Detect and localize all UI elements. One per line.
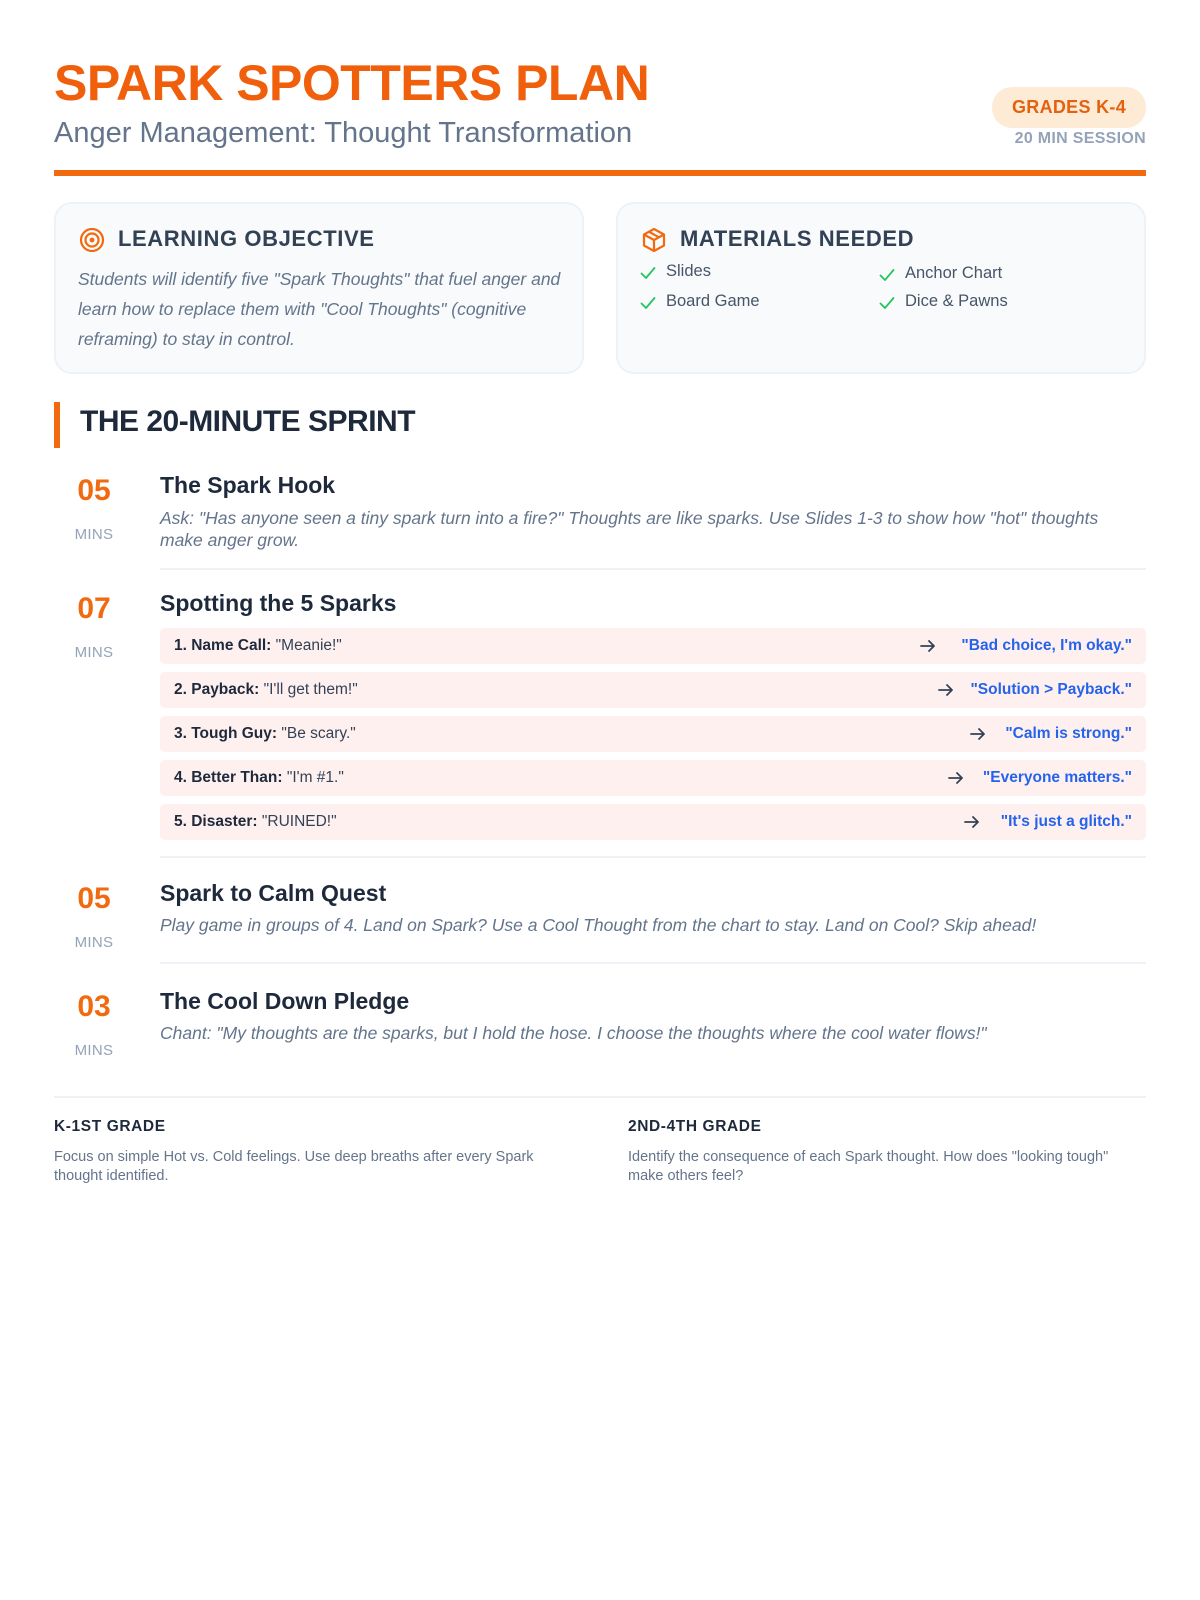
section-accent-bar	[54, 402, 60, 448]
step-minutes: 07	[77, 592, 111, 625]
step-minutes-unit: MINS	[74, 644, 114, 661]
arrow-right-icon	[970, 727, 986, 741]
differentiation-text: Focus on simple Hot vs. Cold feelings. Use deep breaths after every Spark thought identified.	[54, 1149, 534, 1184]
step-title: Spark to Calm Quest	[160, 880, 387, 906]
spark-label: 2. Payback:	[174, 681, 260, 698]
differentiation-2to4	[628, 1118, 1128, 1186]
target-icon	[78, 226, 106, 254]
section-title: THE 20-MINUTE SPRINT	[80, 405, 416, 438]
check-icon	[640, 266, 656, 280]
check-icon	[879, 268, 895, 282]
step-divider	[160, 962, 1146, 964]
step-description: Ask: "Has anyone seen a tiny spark turn into a fire?" Thoughts are like sparks. Use Slides 1-3 to show how "hot" thoughts make anger grow.	[160, 508, 1099, 550]
spark-thought	[174, 769, 344, 787]
objective-text: Students will identify five "Spark Thoughts" that fuel anger and learn how to replace them with "Cool Thoughts" (cognitive reframing) to stay in control.	[78, 269, 561, 349]
step-minutes: 05	[77, 882, 111, 915]
overview-cards	[54, 202, 1146, 374]
page-header	[54, 0, 1146, 176]
objective-title: LEARNING OBJECTIVE	[118, 226, 375, 251]
page-subtitle: Anger Management: Thought Transformation	[54, 117, 633, 149]
spark-label: 1. Name Call:	[174, 637, 272, 654]
material-label: Dice & Pawns	[905, 292, 1008, 310]
grade-badge: GRADES K-4	[992, 87, 1146, 128]
materials-card	[616, 202, 1146, 374]
spark-row	[160, 716, 1146, 752]
check-icon	[640, 296, 656, 310]
session-length: 20 MIN SESSION	[1014, 130, 1146, 147]
step-minutes-unit: MINS	[74, 1042, 114, 1059]
spark-thought	[174, 813, 337, 831]
step-description: Chant: "My thoughts are the sparks, but I hold the hose. I choose the thoughts where the cool water flows!"	[160, 1023, 987, 1043]
spark-quote: "I'm #1."	[282, 769, 344, 786]
spark-thought	[174, 681, 358, 699]
spark-thought	[174, 637, 342, 655]
step-minutes: 03	[77, 990, 111, 1023]
step-minutes-unit: MINS	[74, 526, 114, 543]
spark-row	[160, 760, 1146, 796]
differentiation-k1	[54, 1118, 554, 1186]
spark-quote: "Be scary."	[277, 725, 356, 742]
arrow-right-icon	[964, 815, 980, 829]
spark-thought	[174, 725, 356, 743]
differentiation-text: Identify the consequence of each Spark thought. How does "looking tough" make others feel?	[628, 1149, 1109, 1184]
spark-quote: "I'll get them!"	[259, 681, 358, 698]
step-duration	[54, 882, 134, 951]
spark-label: 4. Better Than:	[174, 769, 283, 786]
spark-row	[160, 804, 1146, 840]
check-icon	[879, 296, 895, 310]
step-duration	[54, 990, 134, 1059]
cool-thought: "Bad choice, I'm okay."	[961, 637, 1132, 654]
lesson-plan-page	[0, 0, 1200, 349]
arrow-right-icon	[948, 771, 964, 785]
cool-thought: "Calm is strong."	[1005, 725, 1132, 742]
step-minutes: 05	[77, 474, 111, 507]
step-duration	[54, 592, 134, 661]
differentiation-title: K-1ST GRADE	[54, 1118, 166, 1135]
step-title: The Cool Down Pledge	[160, 988, 410, 1014]
spark-label: 5. Disaster:	[174, 813, 258, 830]
page-title: SPARK SPOTTERS PLAN	[54, 55, 650, 111]
spark-quote: "RUINED!"	[257, 813, 337, 830]
step-title: The Spark Hook	[160, 472, 336, 498]
box-icon	[640, 226, 668, 254]
material-label: Board Game	[666, 292, 760, 310]
material-label: Anchor Chart	[905, 264, 1003, 282]
cool-thought: "Solution > Payback."	[970, 681, 1132, 698]
step-divider	[160, 568, 1146, 570]
arrow-right-icon	[938, 683, 954, 697]
cool-thought: "Everyone matters."	[982, 769, 1132, 786]
cool-thought: "It's just a glitch."	[1000, 813, 1132, 830]
spark-row	[160, 628, 1146, 664]
spark-row	[160, 672, 1146, 708]
objective-card	[54, 202, 584, 374]
differentiation-title: 2ND-4TH GRADE	[628, 1118, 762, 1135]
arrow-right-icon	[920, 639, 936, 653]
spark-label: 3. Tough Guy:	[174, 725, 278, 742]
spark-quote: "Meanie!"	[271, 637, 342, 654]
step-title: Spotting the 5 Sparks	[160, 590, 397, 616]
step-minutes-unit: MINS	[74, 934, 114, 951]
step-duration	[54, 474, 134, 543]
step-divider	[160, 856, 1146, 858]
material-label: Slides	[666, 262, 711, 280]
footer-divider	[54, 1096, 1146, 1098]
step-description: Play game in groups of 4. Land on Spark? Use a Cool Thought from the chart to stay. Land on Cool? Skip ahead!	[160, 915, 1037, 935]
materials-title: MATERIALS NEEDED	[680, 226, 915, 251]
